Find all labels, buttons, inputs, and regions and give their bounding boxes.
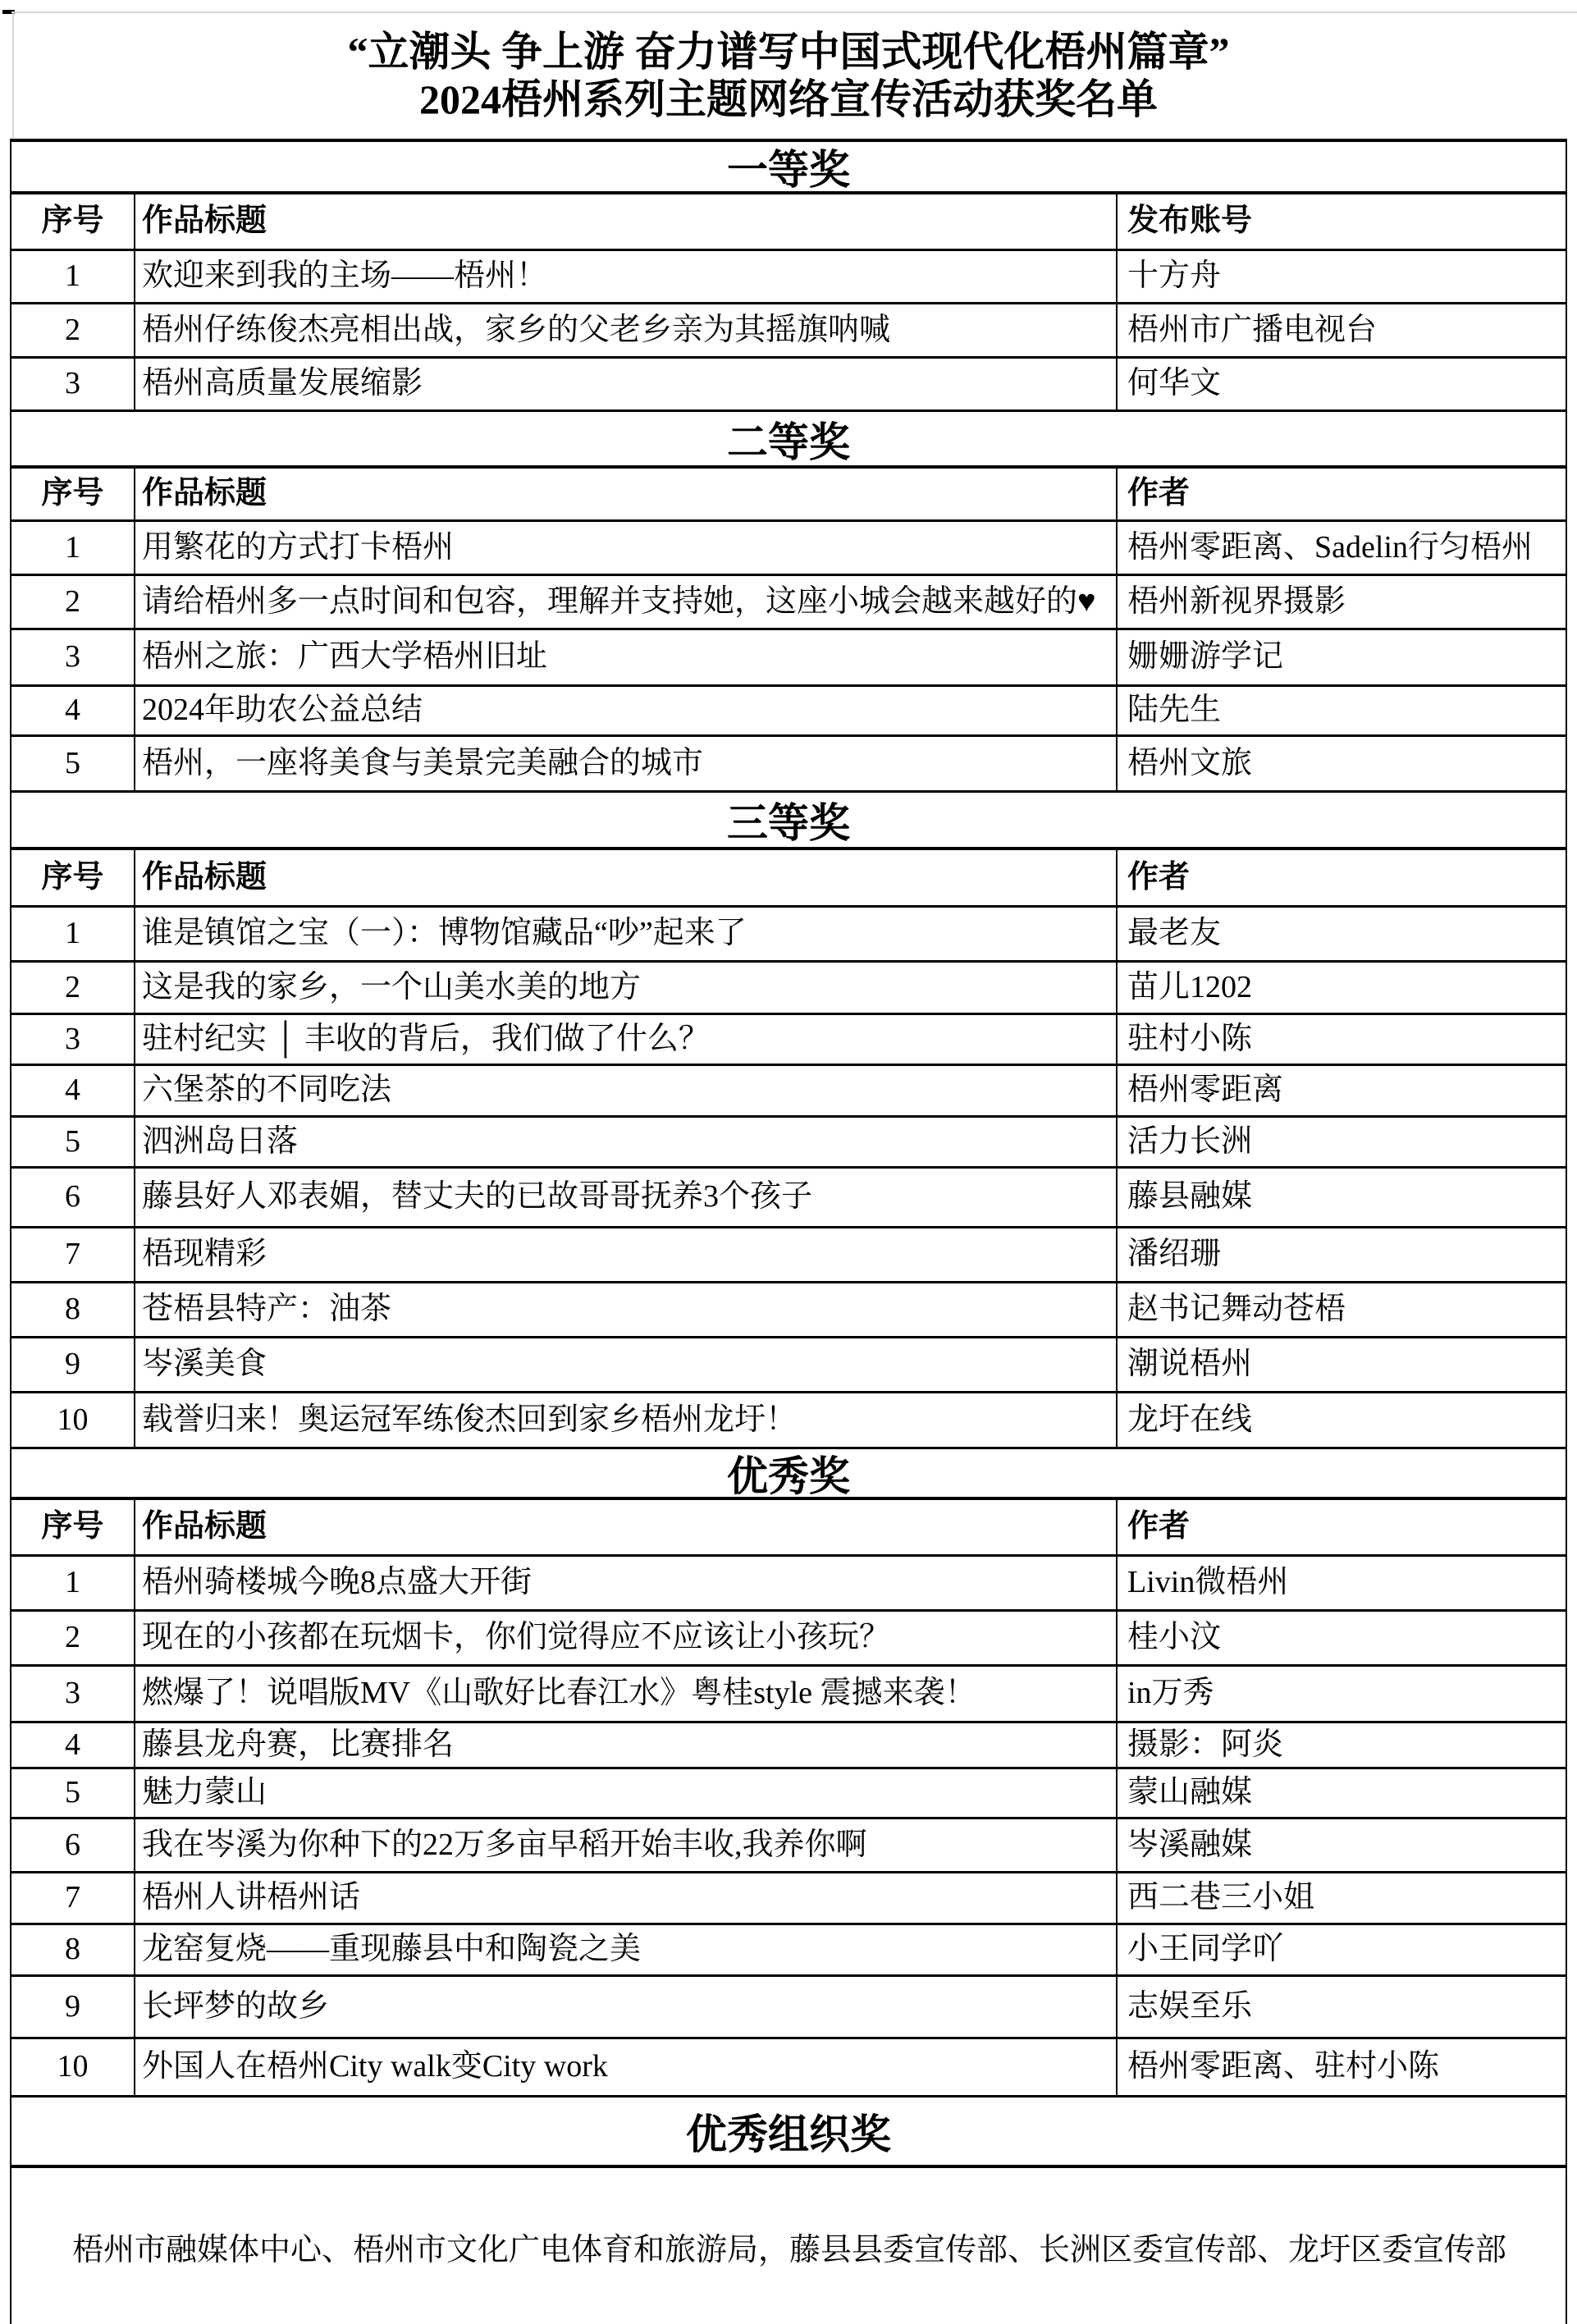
column-header-row <box>11 469 1566 522</box>
table-row <box>11 737 1566 793</box>
section-banner-second-prize: 二等奖 <box>11 412 1566 469</box>
author-cell: 苗儿1202 <box>1116 963 1566 1013</box>
title-cell: 长坪梦的故乡 <box>134 1977 1116 2037</box>
serial-cell: 5 <box>65 1775 80 1810</box>
author-cell: 岑溪融媒 <box>1116 1819 1566 1871</box>
table-row <box>11 908 1566 963</box>
title-cell: 现在的小孩都在玩烟卡，你们觉得应不应该让小孩玩？ <box>134 1612 1116 1664</box>
author-cell: 十方舟 <box>1116 251 1566 302</box>
serial-cell: 5 <box>65 1123 80 1159</box>
title-cell: 请给梧州多一点时间和包容，理解并支持她，这座小城会越来越好的♥ <box>134 576 1116 628</box>
section-banner-third-prize: 三等奖 <box>11 793 1566 850</box>
author-cell: 梧州新视界摄影 <box>1116 576 1566 628</box>
author-cell: 姗姗游学记 <box>1116 630 1566 684</box>
column-header-title: 作品标题 <box>134 469 1116 519</box>
table-row <box>11 1557 1566 1612</box>
column-header-serial: 序号 <box>41 204 104 239</box>
title-cell: 驻村纪实 │ 丰收的背后，我们做了什么？ <box>134 1015 1116 1064</box>
serial-cell: 10 <box>57 2049 89 2084</box>
table-row <box>11 687 1566 737</box>
author-cell: Livin微梧州 <box>1116 1557 1566 1609</box>
award-table <box>10 139 1567 2324</box>
serial-cell: 9 <box>65 1988 80 2024</box>
author-cell: 何华文 <box>1116 359 1566 409</box>
title-cell: 载誉归来！奥运冠军练俊杰回到家乡梧州龙圩！ <box>134 1393 1116 1447</box>
table-row <box>11 1015 1566 1066</box>
title-cell: 2024年助农公益总结 <box>134 687 1116 734</box>
section-banner-first-prize: 一等奖 <box>11 142 1566 194</box>
table-row <box>11 359 1566 412</box>
title-cell: 藤县龙舟赛，比赛排名 <box>134 1723 1116 1767</box>
author-cell: 梧州零距离、驻村小陈 <box>1116 2039 1566 2095</box>
column-header-row <box>11 1500 1566 1557</box>
serial-cell: 9 <box>65 1347 80 1382</box>
column-header-row <box>11 850 1566 908</box>
column-header-title: 作品标题 <box>134 194 1116 249</box>
serial-cell: 7 <box>65 1237 80 1272</box>
serial-cell: 10 <box>57 1402 89 1437</box>
section-banner-organization-award: 优秀组织奖 <box>11 2098 1566 2168</box>
title-cell: 燃爆了！说唱版MV《山歌好比春江水》粤桂style 震撼来袭！ <box>134 1667 1116 1721</box>
title-cell: 魅力蒙山 <box>134 1769 1116 1817</box>
title-cell: 外国人在梧州City walk变City work <box>134 2039 1116 2095</box>
table-row <box>11 576 1566 630</box>
table-row <box>11 1667 1566 1723</box>
title-cell: 梧现精彩 <box>134 1228 1116 1281</box>
table-row <box>11 1769 1566 1819</box>
title-cell: 梧州骑楼城今晚8点盛大开街 <box>134 1557 1116 1609</box>
title-cell: 梧州人讲梧州话 <box>134 1873 1116 1923</box>
column-header-row <box>11 194 1566 251</box>
section-banner-excellence-award: 优秀奖 <box>11 1449 1566 1500</box>
table-row <box>11 1819 1566 1873</box>
author-cell: 小王同学吖 <box>1116 1925 1566 1974</box>
title-cell: 藤县好人邓表媚，替丈夫的已故哥哥抚养3个孩子 <box>134 1169 1116 1226</box>
author-cell: 桂小汶 <box>1116 1612 1566 1664</box>
title-cell: 龙窑复烧——重现藤县中和陶瓷之美 <box>134 1925 1116 1974</box>
page-edge-top-line <box>11 11 1577 13</box>
serial-cell: 2 <box>65 312 80 347</box>
serial-cell: 8 <box>65 1932 80 1967</box>
serial-cell: 2 <box>65 969 80 1004</box>
column-header-serial: 序号 <box>41 476 104 511</box>
table-row <box>11 1873 1566 1925</box>
author-cell: 最老友 <box>1116 908 1566 960</box>
serial-cell: 2 <box>65 1620 80 1655</box>
doc-title-line1: “立潮头 争上游 奋力谱写中国式现代化梧州篇章” <box>347 29 1230 75</box>
table-row <box>11 1612 1566 1667</box>
table-row <box>11 1066 1566 1118</box>
table-row <box>11 1283 1566 1338</box>
title-cell: 我在岑溪为你种下的22万多亩早稻开始丰收,我养你啊 <box>134 1819 1116 1871</box>
author-cell: 志娱至乐 <box>1116 1977 1566 2037</box>
author-cell: 摄影：阿炎 <box>1116 1723 1566 1767</box>
organization-award-winners: 梧州市融媒体中心、梧州市文化广电体育和旅游局，藤县县委宣传部、长洲区委宣传部、龙圩区委宣传部 <box>72 2232 1507 2267</box>
column-header-author: 发布账号 <box>1116 194 1566 249</box>
serial-cell: 2 <box>65 583 80 619</box>
author-cell: 赵书记舞动苍梧 <box>1116 1283 1566 1336</box>
title-cell: 岑溪美食 <box>134 1338 1116 1391</box>
column-header-serial: 序号 <box>41 859 104 894</box>
title-cell: 谁是镇馆之宝（一）：博物馆藏品“吵”起来了 <box>134 908 1116 960</box>
table-row <box>11 1723 1566 1769</box>
column-header-title: 作品标题 <box>134 1500 1116 1554</box>
title-cell: 用繁花的方式打卡梧州 <box>134 522 1116 574</box>
table-row <box>11 1977 1566 2039</box>
column-header-author: 作者 <box>1116 1500 1566 1554</box>
author-cell: 梧州文旅 <box>1116 737 1566 790</box>
title-cell: 梧州之旅：广西大学梧州旧址 <box>134 630 1116 684</box>
table-row <box>11 1393 1566 1449</box>
title-cell: 梧州高质量发展缩影 <box>134 359 1116 409</box>
author-cell: 蒙山融媒 <box>1116 1769 1566 1817</box>
table-row <box>11 963 1566 1015</box>
title-cell: 苍梧县特产：油茶 <box>134 1283 1116 1336</box>
title-cell: 这是我的家乡，一个山美水美的地方 <box>134 963 1116 1013</box>
table-row <box>11 304 1566 359</box>
serial-cell: 1 <box>65 1565 80 1600</box>
author-cell: 潮说梧州 <box>1116 1338 1566 1391</box>
serial-cell: 1 <box>65 258 80 294</box>
title-cell: 欢迎来到我的主场——梧州！ <box>134 251 1116 302</box>
table-row <box>11 1118 1566 1169</box>
serial-cell: 6 <box>65 1179 80 1215</box>
table-row <box>11 1925 1566 1977</box>
table-row <box>11 630 1566 687</box>
serial-cell: 3 <box>65 1021 80 1056</box>
column-header-author: 作者 <box>1116 850 1566 905</box>
table-row <box>11 2039 1566 2098</box>
title-cell: 梧州，一座将美食与美景完美融合的城市 <box>134 737 1116 790</box>
serial-cell: 1 <box>65 529 80 565</box>
serial-cell: 1 <box>65 916 80 951</box>
serial-cell: 3 <box>65 1676 80 1711</box>
serial-cell: 6 <box>65 1827 80 1862</box>
author-cell: 梧州零距离 <box>1116 1066 1566 1115</box>
author-cell: 龙圩在线 <box>1116 1393 1566 1447</box>
column-header-author: 作者 <box>1116 469 1566 519</box>
author-cell: 西二巷三小姐 <box>1116 1873 1566 1923</box>
author-cell: 活力长洲 <box>1116 1118 1566 1166</box>
doc-title <box>0 28 1577 123</box>
serial-cell: 8 <box>65 1292 80 1327</box>
author-cell: 梧州零距离、Sadelin行匀梧州 <box>1116 522 1566 574</box>
column-header-title: 作品标题 <box>134 850 1116 905</box>
author-cell: in万秀 <box>1116 1667 1566 1721</box>
author-cell: 潘绍珊 <box>1116 1228 1566 1281</box>
column-header-serial: 序号 <box>41 1509 104 1544</box>
author-cell: 驻村小陈 <box>1116 1015 1566 1064</box>
author-cell: 梧州市广播电视台 <box>1116 304 1566 356</box>
serial-cell: 5 <box>65 745 80 780</box>
title-cell: 泗洲岛日落 <box>134 1118 1116 1166</box>
author-cell: 藤县融媒 <box>1116 1169 1566 1226</box>
title-cell: 六堡茶的不同吃法 <box>134 1066 1116 1115</box>
title-cell: 梧州仔练俊杰亮相出战，家乡的父老乡亲为其摇旗呐喊 <box>134 304 1116 356</box>
table-row <box>11 522 1566 576</box>
doc-title-line2: 2024梧州系列主题网络宣传活动获奖名单 <box>419 76 1158 122</box>
serial-cell: 3 <box>65 366 80 401</box>
table-row <box>11 1338 1566 1393</box>
serial-cell: 7 <box>65 1880 80 1915</box>
table-row <box>11 1228 1566 1283</box>
serial-cell: 4 <box>65 1727 80 1762</box>
table-row <box>11 251 1566 304</box>
serial-cell: 4 <box>65 693 80 728</box>
serial-cell: 3 <box>65 639 80 675</box>
author-cell: 陆先生 <box>1116 687 1566 734</box>
table-row <box>11 1169 1566 1228</box>
serial-cell: 4 <box>65 1073 80 1108</box>
